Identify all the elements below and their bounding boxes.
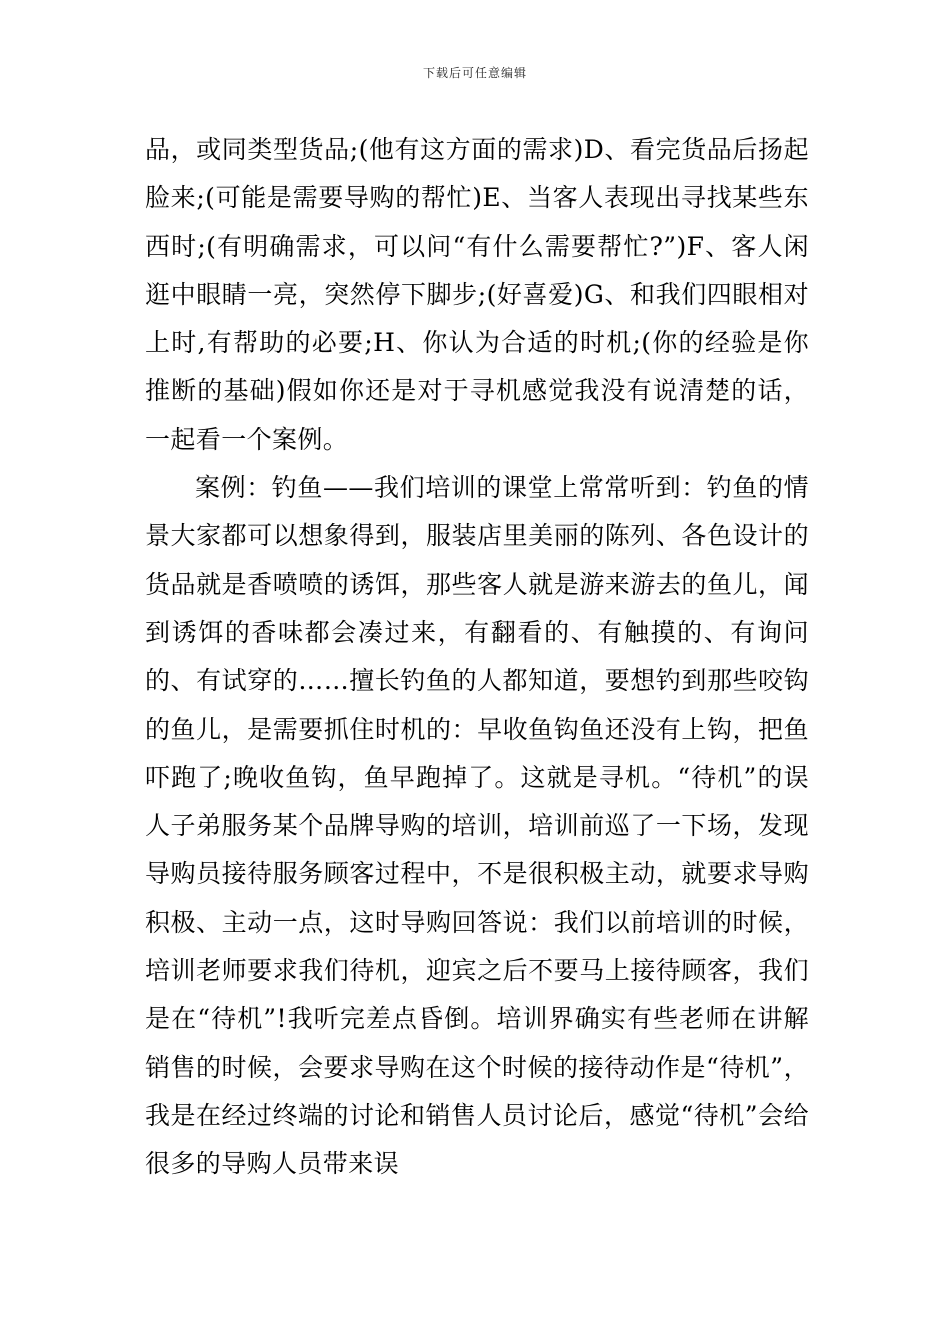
document-body [145, 126, 809, 1189]
page-header: 下载后可任意编辑 [422, 66, 527, 80]
paragraph-case-study: 案例：钓鱼——我们培训的课堂上常常听到：钓鱼的情景大家都可以想象得到，服装店里美丽的陈列、各色设计的货品就是香喷喷的诱饵，那些客人就是游来游去的鱼儿，闻到诱饵的香味都会凑过来，有翻看的、有触摸的、有询问的、有试穿的……擅长钓鱼的人都知道，要想钓到那些咬钩的鱼儿，是需要抓住时机的：早收鱼钩鱼还没有上钩，把鱼吓跑了;晚收鱼钩，鱼早跑掉了。这就是寻机。“待机”的误人子弟服务某个品牌导购的培训，培训前巡了一下场，发现导购员接待服务顾客过程中，不是很积极主动，就要求导购积极、主动一点，这时导购回答说：我们以前培训的时候，培训老师要求我们待机，迎宾之后不要马上接待顾客，我们是在“待机”!我听完差点昏倒。培训界确实有些老师在讲解销售的时候，会要求导购在这个时候的接待动作是“待机”，我是在经过终端的讨论和销售人员讨论后，感觉“待机”会给很多的导购人员带来误 [145, 473, 809, 1179]
paragraph-continued: 品，或同类型货品;(他有这方面的需求)D、看完货品后扬起脸来;(可能是需要导购的帮忙)E、当客人表现出寻找某些东西时;(有明确需求，可以问“有什么需要帮忙?”)F、客人闲逛中眼睛一亮，突然停下脚步;(好喜爱)G、和我们四眼相对上时,有帮助的必要;H、你认为合适的时机;(你的经验是你推断的基础)假如你还是对于寻机感觉我没有说清楚的话，一起看一个案例。 [145, 135, 809, 454]
